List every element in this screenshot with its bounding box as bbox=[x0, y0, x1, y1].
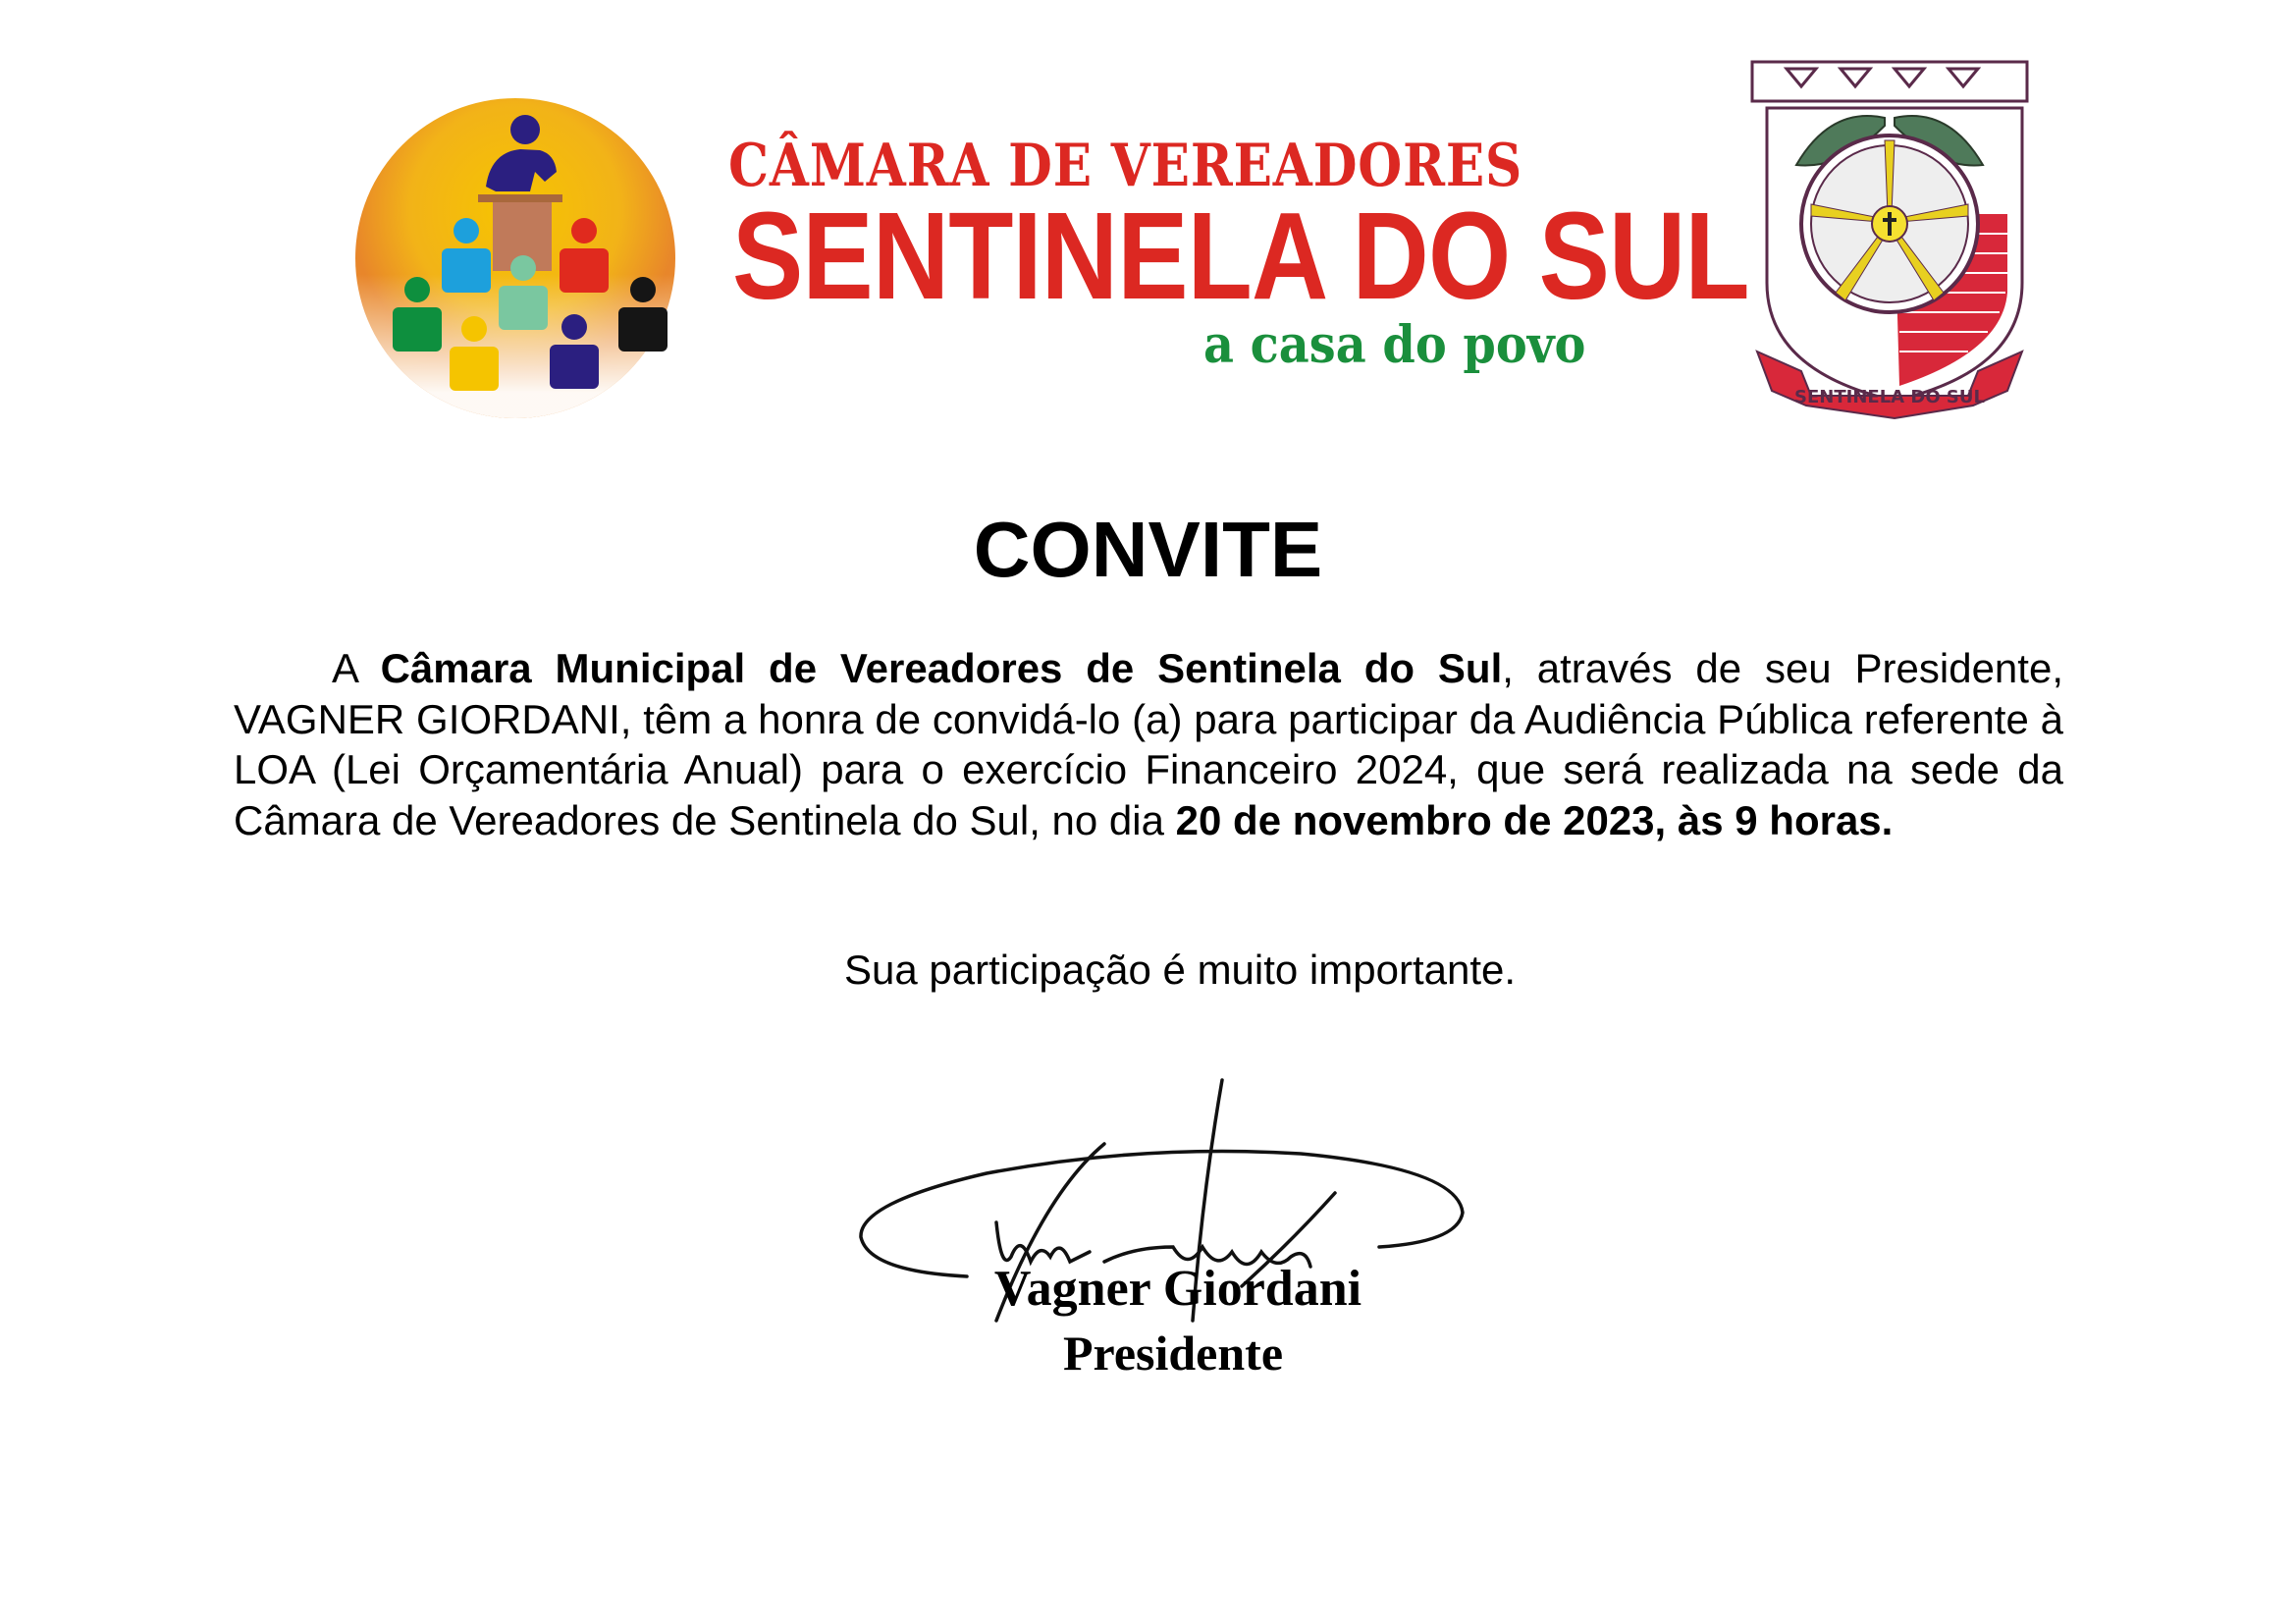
paragraph-text-2: , através de seu Presidente, VAGNER GIORDANI, têm a honra de convidá-lo (a) para participar da Audiência Pública referente à LOA (Lei Orçamentária Anual) para o exercício Financeiro 2024, que será realizada na sede da Câmara de Vereadores de Sentinela do Sul, no dia bbox=[234, 645, 2063, 843]
invitation-paragraph bbox=[234, 643, 2063, 845]
crest-banner: SENTINELA DO SUL bbox=[1794, 387, 1985, 407]
paragraph-institution: Câmara Municipal de Vereadores de Sentinela do Sul bbox=[380, 645, 1503, 691]
closing-line: Sua participação é muito importante. bbox=[844, 947, 1517, 993]
header-title-line1: CÂMARA DE VEREADORES bbox=[728, 132, 1523, 200]
paragraph-text-1: A bbox=[332, 645, 381, 691]
coat-of-arms-icon bbox=[1742, 57, 2037, 425]
signatory-name: Vagner Giordani bbox=[993, 1261, 1362, 1317]
paragraph-date-time: 20 de novembro de 2023, às 9 horas. bbox=[1175, 796, 1894, 843]
header-tagline: a casa do povo bbox=[1203, 315, 1586, 375]
header-title-line2: SENTINELA DO SUL bbox=[732, 187, 1749, 325]
title-text: CONVITE bbox=[973, 506, 1323, 593]
signatory-role: Presidente bbox=[1062, 1326, 1284, 1380]
assembly-logo-icon bbox=[348, 93, 682, 422]
page-title bbox=[0, 506, 2296, 594]
